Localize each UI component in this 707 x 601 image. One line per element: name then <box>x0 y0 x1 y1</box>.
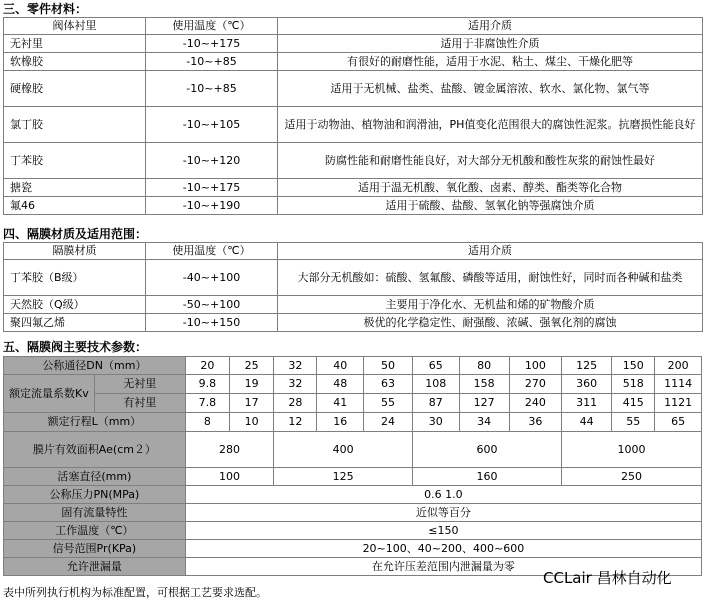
table-row <box>4 179 703 197</box>
medium-cell: 适用于硫酸、盐酸、氢氧化钠等强腐蚀介质 <box>278 197 703 215</box>
temperature-cell: -10~+190 <box>146 197 278 215</box>
label-ae: 膜片有效面积Ae(cm２） <box>4 432 186 468</box>
kv-unlined-value: 1114 <box>655 375 702 394</box>
stroke-value: 36 <box>509 413 561 432</box>
stroke-value: 44 <box>562 413 612 432</box>
dn-value: 200 <box>655 357 702 375</box>
temperature-cell: -40~+100 <box>146 260 278 296</box>
table-row <box>4 314 703 332</box>
kv-lined-value: 87 <box>412 394 459 413</box>
label-leak: 允许泄漏量 <box>4 558 186 576</box>
stroke-value: 12 <box>274 413 317 432</box>
medium-cell: 主要用于净化水、无机盐和烯的矿物酸介质 <box>278 296 703 314</box>
footnote: 表中所列执行机构为标准配置，可根据工艺要求选配。 <box>3 586 267 599</box>
ae-value: 280 <box>185 432 274 468</box>
dn-value: 50 <box>364 357 413 375</box>
dn-value: 32 <box>274 357 317 375</box>
kv-lined-value: 28 <box>274 394 317 413</box>
stroke-value: 16 <box>317 413 364 432</box>
table-row <box>4 143 703 179</box>
dn-value: 25 <box>230 357 274 375</box>
piston-value: 160 <box>412 468 561 486</box>
dn-value: 125 <box>562 357 612 375</box>
kv-lined-value: 415 <box>612 394 655 413</box>
kv-unlined-value: 48 <box>317 375 364 394</box>
dn-value: 40 <box>317 357 364 375</box>
tech-params-table <box>3 356 702 576</box>
watermark: CCLair 昌林自动化 <box>543 569 672 587</box>
column-header: 适用介质 <box>278 243 703 260</box>
column-header: 使用温度（℃） <box>146 18 278 35</box>
column-header: 适用介质 <box>278 18 703 35</box>
material-cell: 聚四氟乙烯 <box>4 314 146 332</box>
diaphragm-materials-table <box>3 242 703 332</box>
kv-lined-value: 1121 <box>655 394 702 413</box>
medium-cell: 极优的化学稳定性、耐强酸、浓碱、强氧化剂的腐蚀 <box>278 314 703 332</box>
material-cell: 搪瓷 <box>4 179 146 197</box>
label-kv: 额定流量系数Kv <box>4 375 95 413</box>
table-row <box>4 260 703 296</box>
temperature-cell: -10~+120 <box>146 143 278 179</box>
pn-value: 0.6 1.0 <box>185 486 701 504</box>
kv-lined-value: 127 <box>459 394 509 413</box>
temperature-cell: -10~+105 <box>146 107 278 143</box>
label-stroke: 额定行程L（mm） <box>4 413 186 432</box>
kv-lined-value: 240 <box>509 394 561 413</box>
table-row-dn <box>4 357 702 375</box>
material-cell: 丁苯胶 <box>4 143 146 179</box>
section-heading-tech-params: 五、隔膜阀主要技术参数： <box>3 340 148 354</box>
label-dn: 公称通径DN（mm） <box>4 357 186 375</box>
table-row-temp <box>4 522 702 540</box>
kv-unlined-value: 108 <box>412 375 459 394</box>
dn-value: 100 <box>509 357 561 375</box>
temperature-cell: -10~+175 <box>146 35 278 53</box>
table-row <box>4 35 703 53</box>
medium-cell: 防腐性能和耐磨性能良好，对大部分无机酸和酸性灰浆的耐蚀性最好 <box>278 143 703 179</box>
table-row-piston <box>4 468 702 486</box>
stroke-value: 8 <box>185 413 229 432</box>
kv-lined-value: 55 <box>364 394 413 413</box>
table-row-kv-unlined <box>4 375 702 394</box>
kv-unlined-value: 19 <box>230 375 274 394</box>
label-piston: 活塞直径(mm) <box>4 468 186 486</box>
label-pn: 公称压力PN(MPa) <box>4 486 186 504</box>
temperature-cell: -10~+150 <box>146 314 278 332</box>
stroke-value: 34 <box>459 413 509 432</box>
material-cell: 天然胶（Q级） <box>4 296 146 314</box>
medium-cell: 有很好的耐磨性能，适用于水泥、粘土、煤尘、干燥化肥等 <box>278 53 703 71</box>
column-header: 隔膜材质 <box>4 243 146 260</box>
kv-unlined-value: 270 <box>509 375 561 394</box>
material-cell: 软橡胶 <box>4 53 146 71</box>
kv-unlined-value: 32 <box>274 375 317 394</box>
stroke-value: 65 <box>655 413 702 432</box>
material-cell: 硬橡胶 <box>4 71 146 107</box>
table-row <box>4 107 703 143</box>
medium-cell: 大部分无机酸如：硫酸、氢氟酸、磷酸等适用，耐蚀性好，同时而各种碱和盐类 <box>278 260 703 296</box>
kv-unlined-value: 9.8 <box>185 375 229 394</box>
kv-unlined-value: 518 <box>612 375 655 394</box>
char-value: 近似等百分 <box>185 504 701 522</box>
medium-cell: 适用于无机械、盐类、盐酸、镀金属溶浓、软水、氯化物、氯气等 <box>278 71 703 107</box>
parts-materials-table <box>3 17 703 215</box>
table-row <box>4 296 703 314</box>
material-cell: 丁苯胶（B级） <box>4 260 146 296</box>
temperature-cell: -10~+175 <box>146 179 278 197</box>
kv-unlined-value: 360 <box>562 375 612 394</box>
table-row-kv-lined <box>4 394 702 413</box>
table-header-row <box>4 243 703 260</box>
medium-cell: 适用于非腐蚀性介质 <box>278 35 703 53</box>
kv-lined-value: 311 <box>562 394 612 413</box>
piston-value: 100 <box>185 468 274 486</box>
label-pr: 信号范围Pr(KPa) <box>4 540 186 558</box>
dn-value: 150 <box>612 357 655 375</box>
piston-value: 125 <box>274 468 413 486</box>
column-header: 使用温度（℃） <box>146 243 278 260</box>
material-cell: 氯丁胶 <box>4 107 146 143</box>
leak-value: 在允许压差范围内泄漏量为零 <box>185 558 701 576</box>
section-heading-parts-materials: 三、零件材料： <box>3 2 88 16</box>
table-row <box>4 197 703 215</box>
dn-value: 20 <box>185 357 229 375</box>
kv-lined-value: 41 <box>317 394 364 413</box>
material-cell: 无衬里 <box>4 35 146 53</box>
stroke-value: 10 <box>230 413 274 432</box>
pr-value: 20~100、40~200、400~600 <box>185 540 701 558</box>
label-temp: 工作温度（℃） <box>4 522 186 540</box>
ae-value: 600 <box>412 432 561 468</box>
kv-lined-value: 7.8 <box>185 394 229 413</box>
ae-value: 400 <box>274 432 413 468</box>
table-row <box>4 53 703 71</box>
dn-value: 65 <box>412 357 459 375</box>
stroke-value: 30 <box>412 413 459 432</box>
table-row-pn <box>4 486 702 504</box>
table-row <box>4 71 703 107</box>
label-kv-lined: 有衬里 <box>94 394 185 413</box>
kv-lined-value: 17 <box>230 394 274 413</box>
medium-cell: 适用于温无机酸、氧化酸、卤素、醇类、酯类等化合物 <box>278 179 703 197</box>
section-heading-diaphragm-materials: 四、隔膜材质及适用范围： <box>3 227 148 241</box>
kv-unlined-value: 158 <box>459 375 509 394</box>
table-row-char <box>4 504 702 522</box>
temperature-cell: -10~+85 <box>146 71 278 107</box>
temperature-cell: -50~+100 <box>146 296 278 314</box>
label-kv-unlined: 无衬里 <box>94 375 185 394</box>
table-header-row <box>4 18 703 35</box>
stroke-value: 24 <box>364 413 413 432</box>
kv-unlined-value: 63 <box>364 375 413 394</box>
ae-value: 1000 <box>562 432 702 468</box>
stroke-value: 55 <box>612 413 655 432</box>
column-header: 阀体衬里 <box>4 18 146 35</box>
label-char: 固有流量特性 <box>4 504 186 522</box>
table-row-stroke <box>4 413 702 432</box>
dn-value: 80 <box>459 357 509 375</box>
piston-value: 250 <box>562 468 702 486</box>
material-cell: 氟46 <box>4 197 146 215</box>
temp-value: ≤150 <box>185 522 701 540</box>
table-row-pr <box>4 540 702 558</box>
temperature-cell: -10~+85 <box>146 53 278 71</box>
table-row-ae <box>4 432 702 468</box>
medium-cell: 适用于动物油、植物油和润滑油，PH值变化范围很大的腐蚀性泥浆。抗磨损性能良好 <box>278 107 703 143</box>
